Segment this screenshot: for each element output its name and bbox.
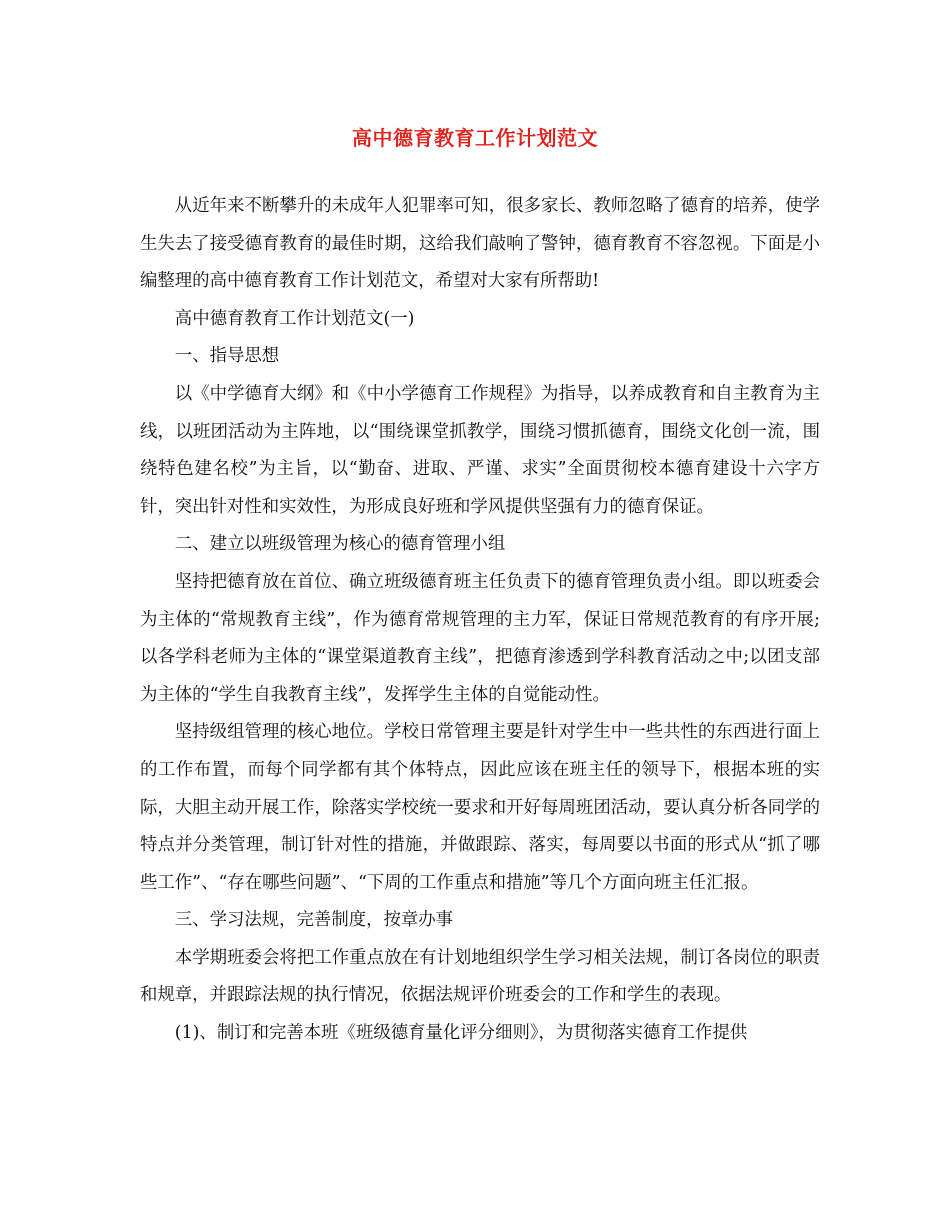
- paragraph-rule-one: (1)、制订和完善本班《班级德育量化评分细则》，为贯彻落实德育工作提供: [174, 1023, 748, 1044]
- subtitle-plan-one: 高中德育教育工作计划范文(一): [174, 308, 415, 329]
- paragraph-regulations: 本学期班委会将把工作重点放在有计划地组织学生学习相关法规，制订各岗位的职责和规章，并跟踪法规的执行情况，依据法规评价班委会的工作和学生的表现。: [140, 947, 820, 1006]
- paragraph-management-group: 坚持把德育放在首位、确立班级德育班主任负责下的德育管理负责小组。即以班委会为主体的“常规教育主线”，作为德育常规管理的主力军，保证日常规范教育的有序开展;以各学科老师为主体的“课堂渠道教育主线”，把德育渗透到学科教育活动之中;以团支部为主体的“学生自我教育主线”，发挥学生主体的自觉能动性。: [140, 571, 820, 705]
- section-heading-regulations: 三、学习法规，完善制度，按章办事: [174, 910, 454, 931]
- section-heading-guiding-ideology: 一、指导思想: [174, 346, 280, 367]
- paragraph-guiding-ideology: 以《中学德育大纲》和《中小学德育工作规程》为指导，以养成教育和自主教育为主线，以班团活动为主阵地，以“围绕课堂抓教学，围绕习惯抓德育，围绕文化创一流，围绕特色建名校”为主旨，以“勤奋、进取、严谨、求实”全面贯彻校本德育建设十六字方针，突出针对性和实效性，为形成良好班和学风提供坚强有力的德育保证。: [140, 383, 820, 517]
- paragraph-grade-management: 坚持级组管理的核心地位。学校日常管理主要是针对学生中一些共性的东西进行面上的工作布置，而每个同学都有其个体特点，因此应该在班主任的领导下，根据本班的实际，大胆主动开展工作，除落实学校统一要求和开好每周班团活动，要认真分析各同学的特点并分类管理，制订针对性的措施，并做跟踪、落实，每周要以书面的形式从“抓了哪些工作”、“存在哪些问题”、“下周的工作重点和措施”等几个方面向班主任汇报。: [140, 722, 820, 893]
- section-heading-management-group: 二、建立以班级管理为核心的德育管理小组: [174, 534, 506, 555]
- document-body: [140, 188, 820, 1053]
- document-title: 高中德育教育工作计划范文: [352, 126, 598, 150]
- intro-paragraph: 从近年来不断攀升的未成年人犯罪率可知，很多家长、教师忽略了德育的培养，使学生失去了接受德育教育的最佳时期，这给我们敲响了警钟，德育教育不容忽视。下面是小编整理的高中德育教育工作计划范文，希望对大家有所帮助!: [140, 196, 820, 292]
